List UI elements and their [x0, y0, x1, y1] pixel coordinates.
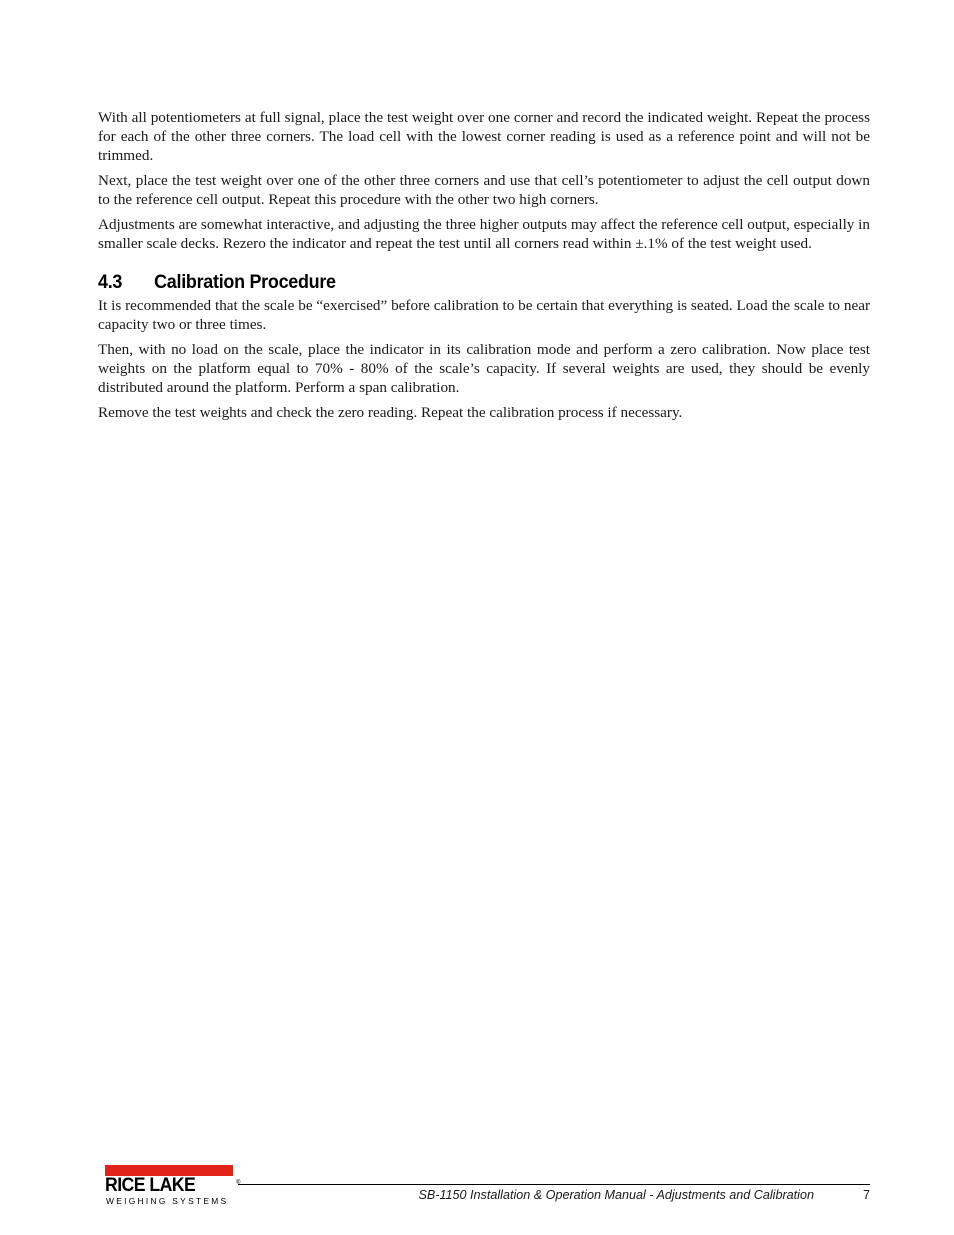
footer-divider: [238, 1184, 870, 1185]
section-number: 4.3: [98, 271, 123, 293]
paragraph-interactive-adjustments: Adjustments are somewhat interactive, and adjusting the three higher outputs may affect the reference cell output, especially in smaller scale decks. Rezero the indicator and repeat the test until all corners read within ±.1% of the test weight used.: [98, 216, 870, 252]
paragraph-zero-span-calibration: Then, with no load on the scale, place the indicator in its calibration mode and perform a zero calibration. Now place test weights on the platform equal to 70% - 80% of the scale’s capacity. If several weights are used, they should be evenly distributed around the platform. Perform a span calibration.: [98, 341, 870, 396]
paragraph-check-zero: Remove the test weights and check the zero reading. Repeat the calibration process if necessary.: [98, 404, 683, 421]
logo-brand-text: RICE LAKE: [105, 1175, 196, 1196]
rice-lake-logo: [105, 1165, 241, 1207]
page-number: 7: [862, 1188, 870, 1202]
section-title: Calibration Procedure: [154, 271, 336, 293]
paragraph-adjust-cell: Next, place the test weight over one of the other three corners and use that cell’s potentiometer to adjust the cell output down to the reference cell output. Repeat this procedure with the other two high corners.: [98, 172, 870, 208]
footer-document-title: SB-1150 Installation & Operation Manual - Adjustments and Calibration: [418, 1188, 814, 1202]
page-footer: [98, 1165, 870, 1210]
paragraph-exercise-scale: It is recommended that the scale be “exercised” before calibration to be certain that everything is seated. Load the scale to near capacity two or three times.: [98, 297, 870, 333]
page-content: [98, 108, 870, 428]
section-heading: [98, 270, 808, 294]
logo-registered-mark: ®: [236, 1180, 241, 1186]
paragraph-potentiometers: With all potentiometers at full signal, place the test weight over one corner and record the indicated weight. Repeat the process for each of the other three corners. The load cell with the lowest corner reading is used as a reference point and will not be trimmed.: [98, 109, 870, 164]
logo-tagline: WEIGHING SYSTEMS: [106, 1196, 229, 1206]
